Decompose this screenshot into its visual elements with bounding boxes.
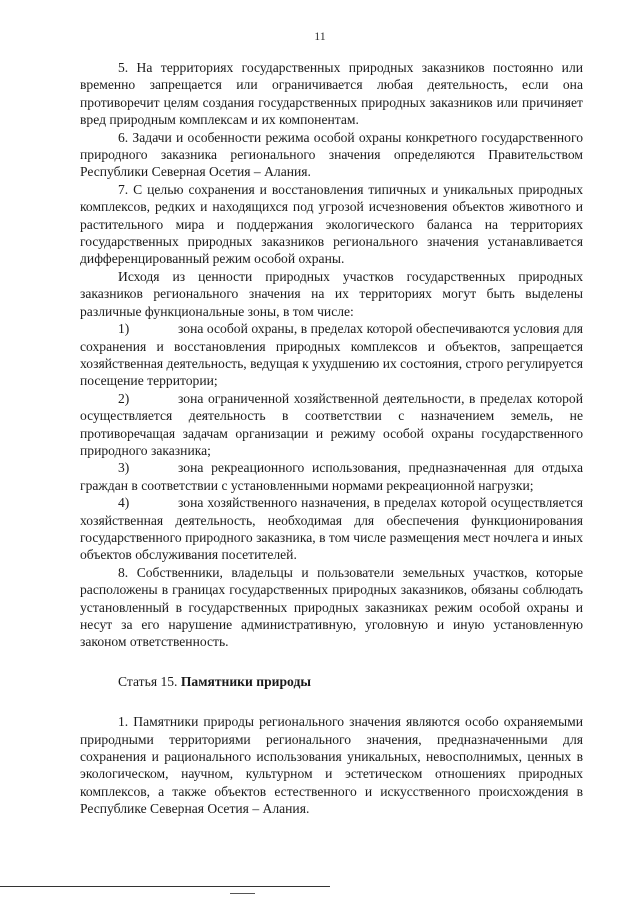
zone-item-3	[80, 459, 583, 494]
paragraph-zones-intro: Исходя из ценности природных участков государственных природных заказников регионального значения на их территориях могут быть выделены различные функциональные зоны, в том числе:	[80, 268, 583, 319]
zone-item-text: зона особой охраны, в пределах которой обеспечиваются условия для сохранения и восстановления природных комплексов и объектов, запрещается хозяйственная деятельность, ведущая к ухудшению их состояния, строго регулируется посещение территории;	[80, 321, 584, 389]
zone-item-4	[80, 494, 583, 564]
zone-item-text: зона ограниченной хозяйственной деятельности, в пределах которой осуществляется деятельность в соответствии с назначением земель, не противоречащая задачам организации и режиму особой охраны государственного природного заказника;	[80, 390, 583, 458]
zone-item-2	[80, 390, 583, 460]
zone-item-number: 3)	[118, 460, 130, 476]
paragraph-7: 7. С целью сохранения и восстановления типичных и уникальных природных комплексов, редких и находящихся под угрозой исчезновения объектов животного и растительного мира и поддержания экологического баланса на территориях государственных природных заказников регионального значения устанавливается дифференцированный режим особой охраны.	[80, 181, 583, 267]
zone-item-text: зона хозяйственного назначения, в пределах которой осуществляется хозяйственная деятельность, необходимая для обеспечения функционирования государственного природного заказника, в том числе размещения мест ночлега и иных объектов обслуживания посетителей.	[80, 495, 583, 563]
article-paragraph-1: 1. Памятники природы регионального значения являются особо охраняемыми природными территориями регионального значения, предназначенными для сохранения и рационального использования уникальных, невосполнимых, ценных в экологическом, научном, культурном и эстетическом отношениях природных комплексов, а также объектов естественного и искусственного происхождения в Республике Северная Осетия – Алания.	[80, 714, 583, 817]
zone-item-text: зона рекреационного использования, предназначенная для отдыха граждан в соответствии с установленными нормами рекреационной нагрузки;	[80, 460, 583, 493]
page-number: 11	[314, 29, 326, 43]
paragraph-6: 6. Задачи и особенности режима особой охраны конкретного государственного природного заказника регионального значения определяются Правительством Республики Северная Осетия – Алания.	[80, 129, 583, 180]
footer-divider	[0, 886, 330, 887]
footer-divider-short	[230, 893, 255, 894]
article-heading	[118, 673, 583, 690]
paragraph-8: 8. Собственники, владельцы и пользователи земельных участков, которые расположены в границах государственных природных заказников, обязаны соблюдать установленный в государственных природных заказниках режим особой охраны и несут за его нарушение административную, уголовную и иную установленную законом ответственность.	[80, 564, 583, 650]
zone-item-1	[80, 320, 583, 390]
article-number: Статья 15.	[118, 673, 181, 689]
paragraph-5: 5. На территориях государственных природных заказников постоянно или временно запрещается или ограничивается любая деятельность, если она противоречит целям создания государственных природных заказников или причиняет вред природным комплексам и их компонентам.	[80, 60, 583, 128]
article-title: Памятники природы	[180, 673, 311, 689]
document-body	[80, 59, 583, 818]
zone-item-number: 4)	[118, 495, 130, 511]
zone-item-number: 1)	[118, 321, 130, 337]
zone-item-number: 2)	[118, 390, 130, 406]
